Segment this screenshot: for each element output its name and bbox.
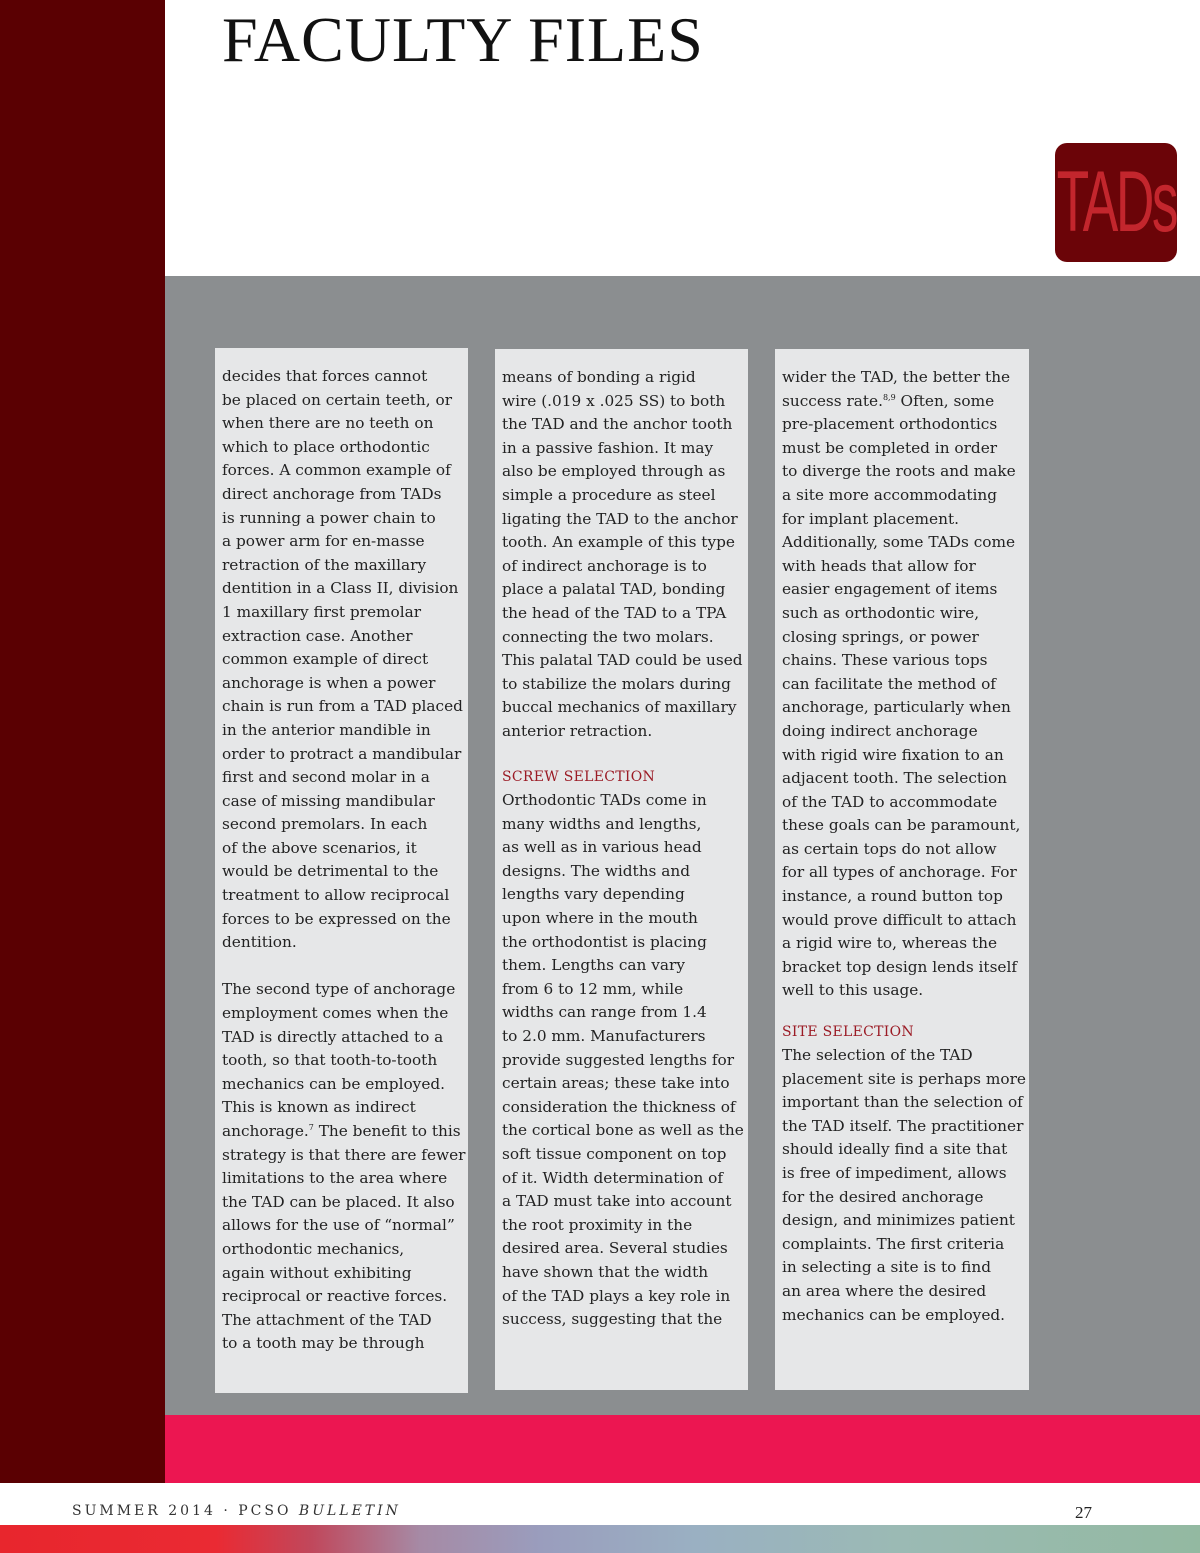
column-3-paragraph-1-text-a: wider the TAD, the better the success rate. — [782, 368, 1011, 410]
footer-issue-text: SUMMER 2014 · PCSO — [72, 1503, 299, 1519]
footer-issue-line — [72, 1503, 401, 1519]
column-1-paragraph-2-text-b: The benefit to this strategy is that there are fewer limitations to the area where the TAD can be placed. It also allows for the use of “normal” orthodontic mechanics, again without exhibiting reciprocal or reactive forces. The attachment of the TAD to a tooth may be through — [222, 1122, 466, 1353]
page-title: FACULTY FILES — [222, 4, 704, 75]
column-1-paragraph-1: decides that forces cannot be placed on certain teeth, or when there are no teeth on which to place orthodontic forces. A common example of direct anchorage from TADs is running a power chain to a power arm for en-masse retraction of the maxillary dentition in a Class II, division 1 maxillary first premolar extraction case. Another common example of direct anchorage is when a power chain is run from a TAD placed in the anterior mandible in order to protract a mandibular first and second molar in a case of missing mandibular second premolars. In each of the above scenarios, it would be detrimental to the treatment to allow reciprocal forces to be expressed on the dentition. — [222, 367, 463, 952]
column-2-paragraph-1: means of bonding a rigid wire (.019 x .025 SS) to both the TAD and the anchor tooth in a passive fashion. It may also be employed through as simple a procedure as steel ligating the TAD to the anchor tooth. An example of this type of indirect anchorage is to place a palatal TAD, bonding the head of the TAD to a TPA connecting the two molars. This palatal TAD could be used to stabilize the molars during buccal mechanics of maxillary anterior retraction. — [502, 368, 743, 740]
page-number: 27 — [1075, 1503, 1092, 1522]
bottom-gradient-strip — [0, 1525, 1200, 1553]
tads-logo-text: TADs — [1056, 154, 1176, 250]
column-3-paragraph-2: The selection of the TAD placement site is perhaps more important than the selection of the TAD itself. The practitioner should ideally find a site that is free of impediment, allows for the desired anchorage design, and minimizes patient complaints. The first criteria in selecting a site is to find an area where the desired mechanics can be employed. — [782, 1046, 1026, 1324]
pink-accent-band — [165, 1415, 1200, 1483]
column-1-paragraph-2-text-a: The second type of anchorage employment comes when the TAD is directly attached to a tooth, so that tooth-to-tooth mechanics can be employed. This is known as indirect anchorage. — [222, 980, 456, 1140]
text-column-3 — [775, 349, 1029, 1390]
text-column-2 — [495, 349, 748, 1390]
site-selection-heading: SITE SELECTION — [782, 1024, 914, 1041]
text-column-1 — [215, 348, 468, 1393]
footer-publication-name: BULLETIN — [298, 1503, 401, 1519]
column-1-paragraph-2 — [222, 978, 468, 1356]
column-3-paragraph-1-text-b: Often, some pre-placement orthodontics must be completed in order to diverge the roots and make a site more accommodating for implant placement. Additionally, some TADs come with heads that allow for easier engagement of items such as orthodontic wire, closing springs, or power chains. These various tops can facilitate the method of anchorage, particularly when doing indirect anchorage with rigid wire fixation to an adjacent tooth. The selection of the TAD to accommodate these goals can be paramount, as certain tops do not allow for all types of anchorage. For instance, a round button top would prove difficult to attach a rigid wire to, whereas the bracket top design lends itself well to this usage. — [782, 391, 1021, 1000]
column-2-paragraph-2: Orthodontic TADs come in many widths and lengths, as well as in various head designs. The widths and lengths vary depending upon where in the mouth the orthodontist is placing them. Lengths can vary from 6 to 12 mm, while widths can range from 1.4 to 2.0 mm. Manufacturers provide suggested lengths for certain areas; these take into consideration the thickness of the cortical bone as well as the soft tissue component on top of it. Width determination of a TAD must take into account the root proximity in the desired area. Several studies have shown that the width of the TAD plays a key role in success, suggesting that the — [502, 791, 744, 1329]
column-3-paragraph-1 — [782, 366, 1029, 1003]
footnote-ref-8-9: 8,9 — [882, 392, 896, 402]
left-accent-bar — [0, 0, 165, 1483]
tads-logo-badge — [1055, 143, 1177, 262]
screw-selection-heading: SCREW SELECTION — [502, 769, 656, 786]
footnote-ref-7: 7 — [308, 1122, 314, 1132]
